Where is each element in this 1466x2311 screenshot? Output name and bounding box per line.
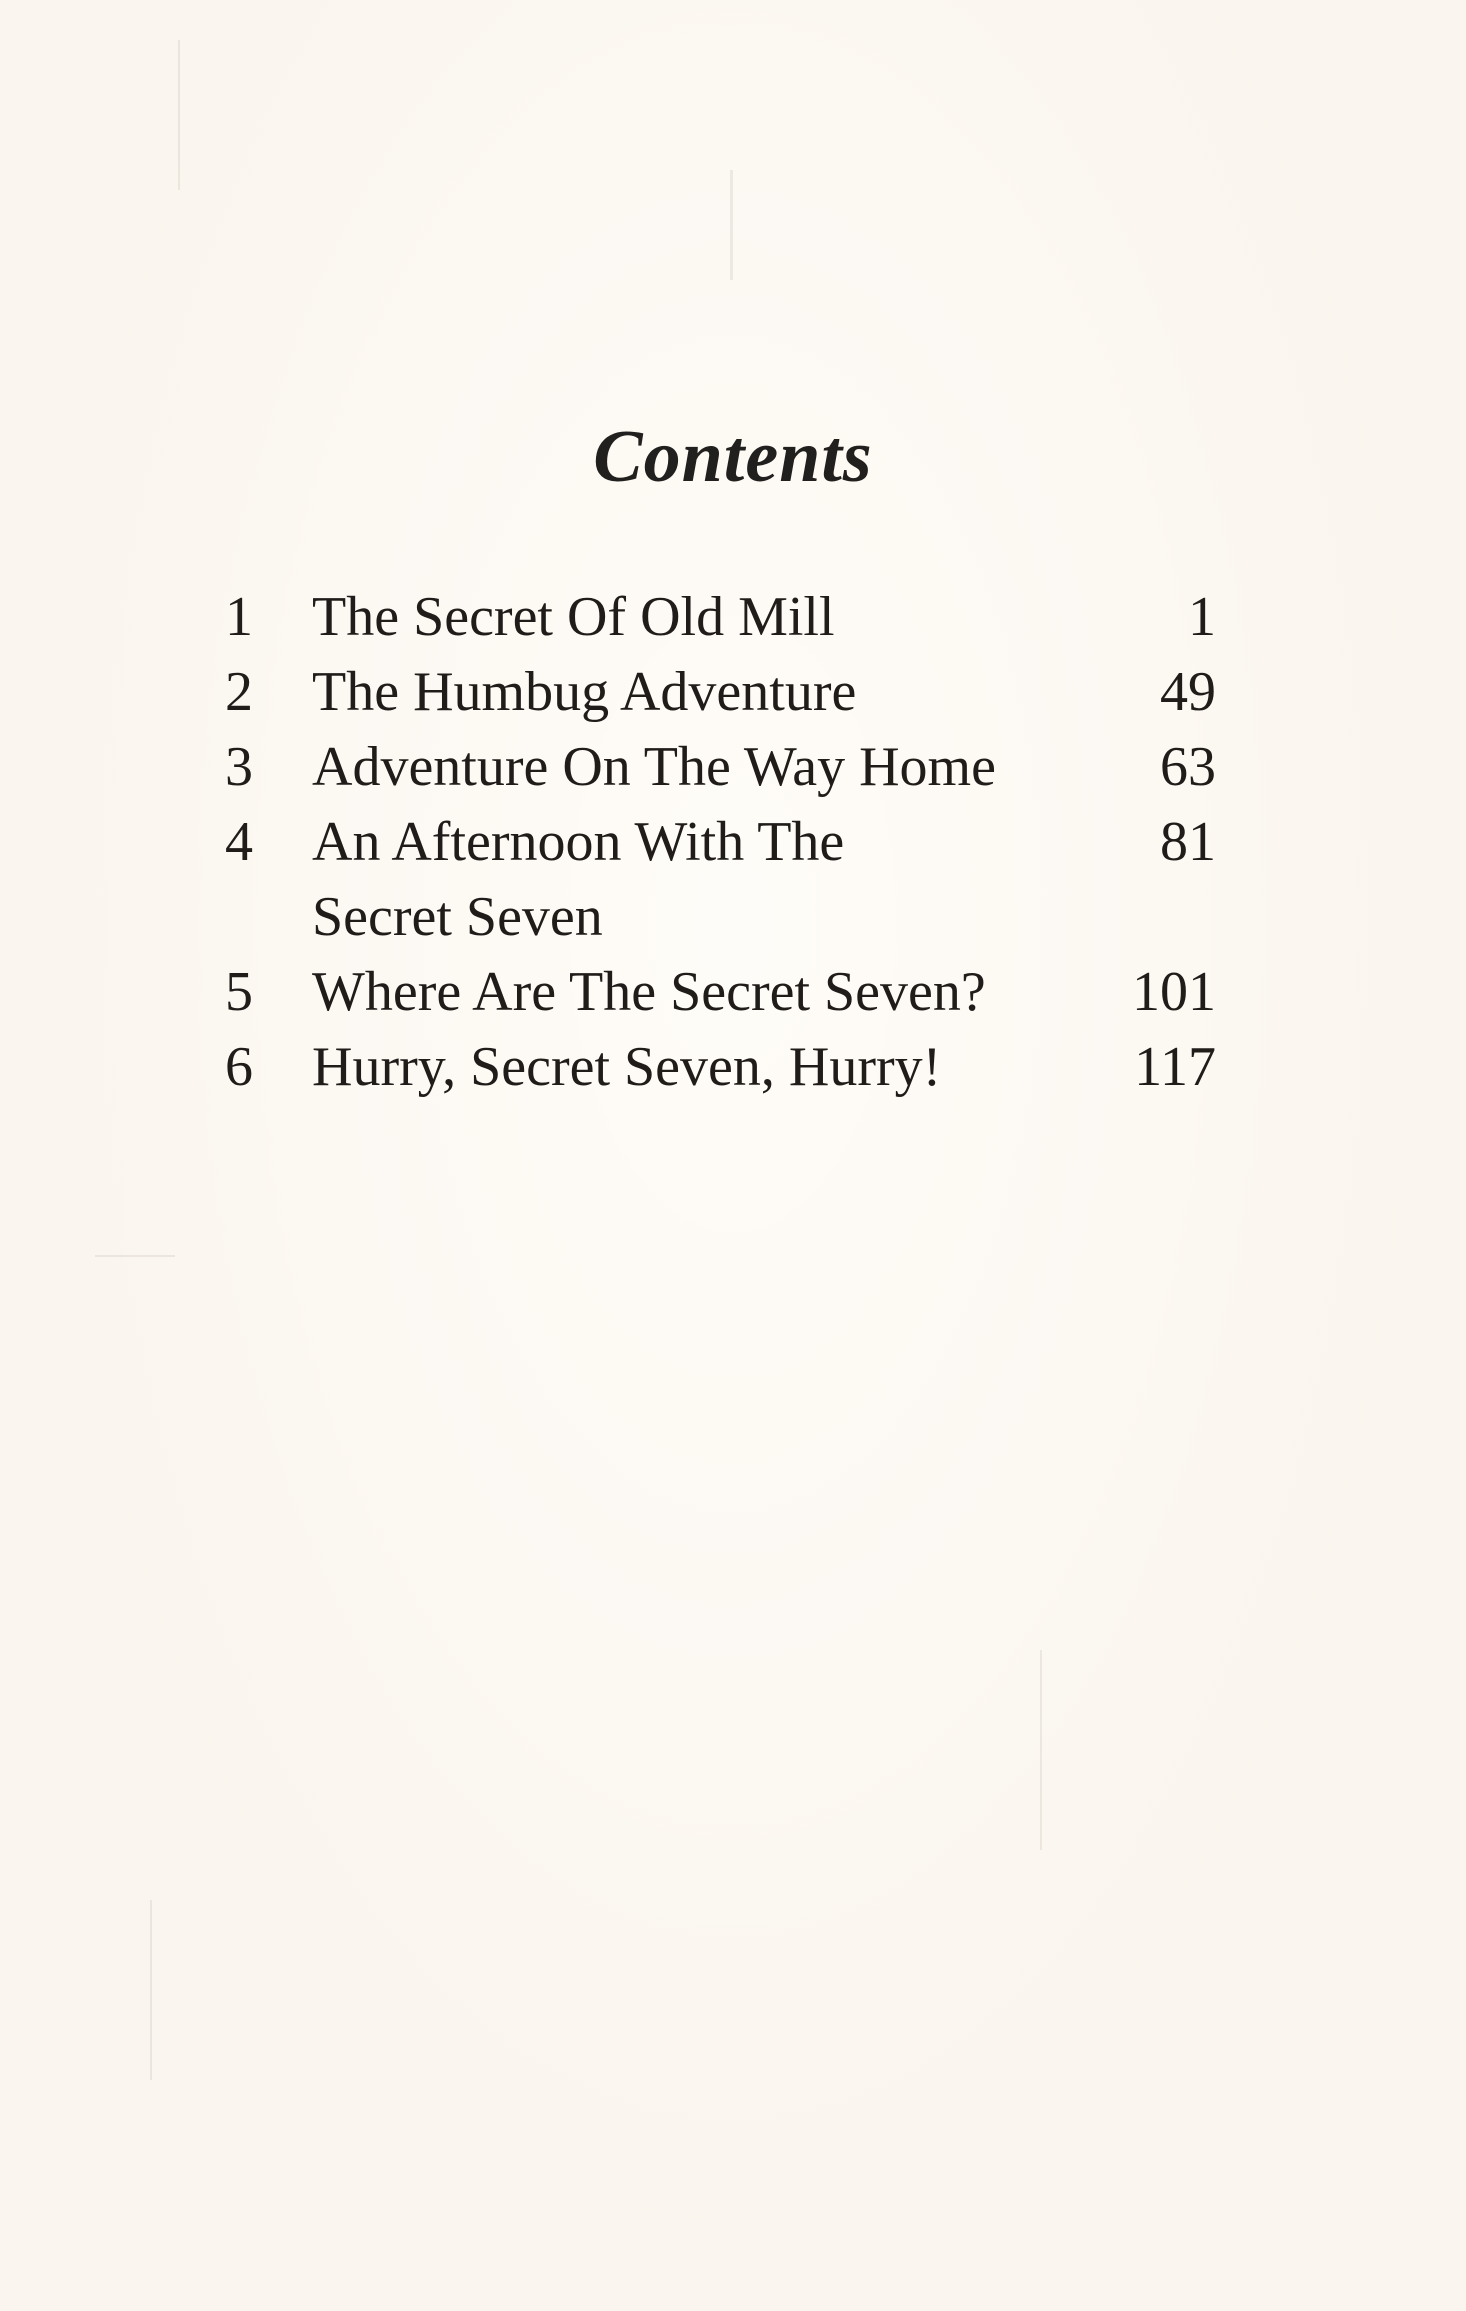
paper-mark — [1040, 1650, 1042, 1850]
chapter-number: 2 — [225, 661, 253, 723]
chapter-page: 117 — [1134, 1036, 1216, 1098]
chapter-title: The Humbug Adventure — [312, 661, 857, 723]
page-title: Contents — [593, 416, 873, 498]
paper-mark — [178, 40, 180, 190]
chapter-page: 81 — [1160, 811, 1216, 873]
chapter-number: 1 — [225, 586, 253, 648]
chapter-number: 5 — [225, 961, 253, 1023]
paper-mark — [150, 1900, 152, 2080]
chapter-title: Where Are The Secret Seven? — [312, 961, 986, 1023]
chapter-title: The Secret Of Old Mill — [312, 586, 835, 648]
chapter-page: 1 — [1188, 586, 1216, 648]
chapter-number: 3 — [225, 736, 253, 798]
chapter-number: 6 — [225, 1036, 253, 1098]
chapter-page: 101 — [1132, 961, 1216, 1023]
chapter-number: 4 — [225, 811, 253, 873]
paper-mark — [730, 170, 733, 280]
chapter-title: An Afternoon With The Secret Seven — [312, 811, 845, 948]
chapter-title: Adventure On The Way Home — [312, 736, 996, 798]
chapter-title: Hurry, Secret Seven, Hurry! — [312, 1036, 942, 1098]
chapter-page: 63 — [1160, 736, 1216, 798]
paper-mark — [95, 1255, 175, 1257]
chapter-page: 49 — [1160, 661, 1216, 723]
